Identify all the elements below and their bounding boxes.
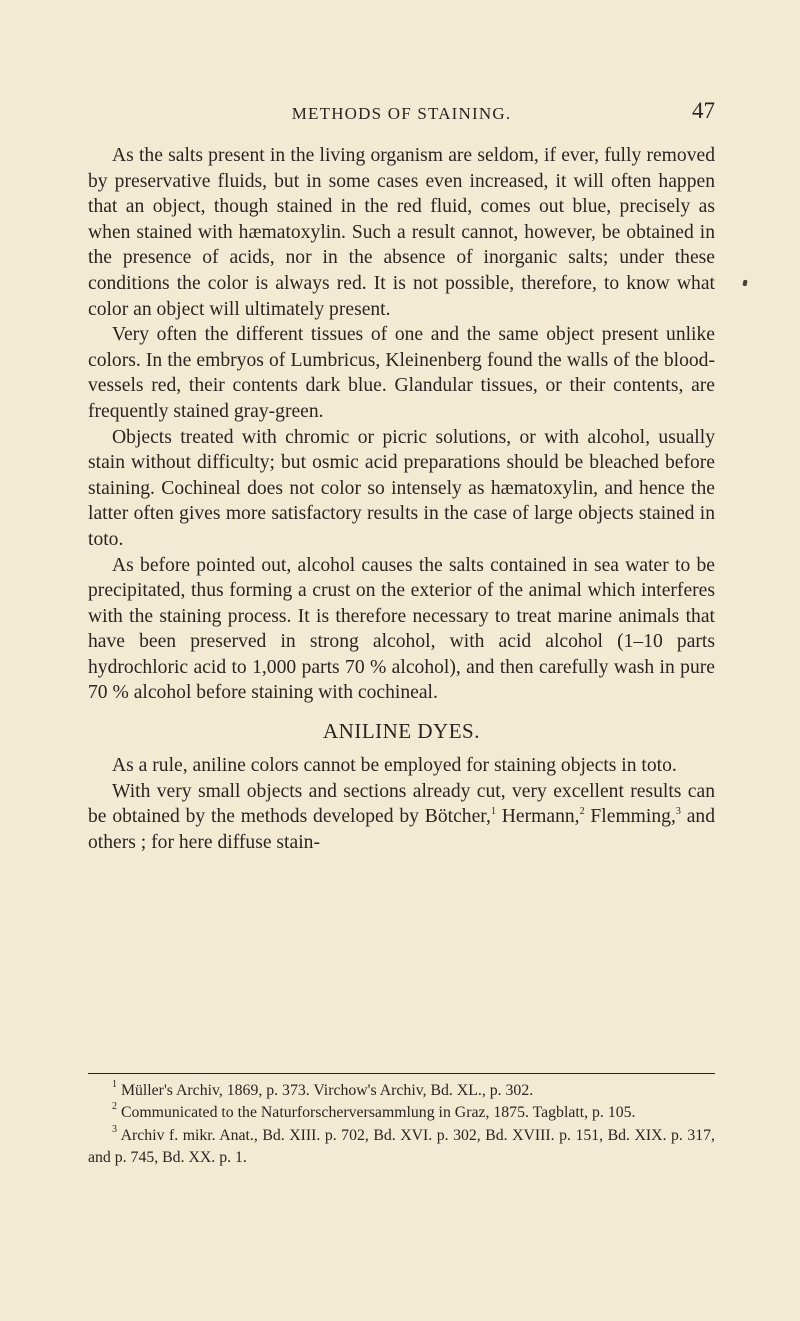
footnote-ref: 1 [490,806,496,818]
footnote-divider [88,1073,715,1074]
section-heading: ANILINE DYES. [323,719,480,744]
paragraph-aniline-rule: As a rule, aniline colors cannot be employed for staining objects in toto. [112,755,677,777]
footnote-text: Communicated to the Naturforscherversammlung in Graz, 1875. Tagblatt, p. 105. [117,1104,636,1122]
footnote-text: Müller's Archiv, 1869, p. 373. Virchow's Archiv, Bd. XL., p. 302. [117,1082,534,1099]
footnote-marker: 2 [112,1101,117,1113]
footnote-ref: 3 [675,806,681,818]
footnote-marker: 1 [112,1079,117,1090]
running-title: METHODS OF STAINING. [291,104,512,123]
footnote-marker: 3 [112,1123,117,1135]
running-head [88,98,715,128]
footnote [88,1125,715,1170]
footnote [88,1080,715,1102]
text-run: Hermann, [495,806,580,828]
text-run: Flemming, [584,806,676,828]
footnote-text: Archiv f. mikr. Anat., Bd. XIII. p. 702, Bd. XVI. p. 302, Bd. XVIII. p. 151, Bd. XIX. p. 317, and p. 745, Bd. XX. p. 1. [88,1126,715,1167]
paragraph-sea-water: As before pointed out, alcohol causes the salts contained in sea water to be precipitated, thus forming a crust on the exterior of the animal which interferes with the staining process. It is therefore necessary to treat marine animals that have been preserved in strong alcohol, with acid alcohol (1–10 parts hydrochloric acid to 1,000 parts 70 % alcohol), and then carefully wash in pure 70 % alcohol before staining with cochineal. [88,554,715,704]
text-run: and others ; for here diffuse stain- [88,806,715,853]
footnotes [88,1080,715,1170]
paragraph-aniline-methods [88,779,715,856]
paragraph-tissues: Very often the different tissues of one and the same object present unlike colors. In the embryos of Lumbricus, Kleinenberg found the walls of the blood-vessels red, their contents dark blue. Glandular tissues, or their contents, are frequently stained gray-green. [88,324,715,422]
footnote-ref: 2 [579,806,585,818]
paper-speck [742,280,747,287]
page-number: 47 [692,98,715,123]
footnote [88,1102,715,1124]
body-text [88,143,715,855]
paragraph-salts: As the salts present in the living organism are seldom, if ever, fully removed by preservative fluids, but in some cases even increased, it will often happen that an object, though stained in the red fluid, comes out blue, precisely as when stained with hæmatoxylin. Such a result cannot, however, be obtained in the presence of acids, nor in the absence of inorganic salts; under these conditions the color is always red. It is not possible, therefore, to know what color an object will ultimately present. [88,145,715,320]
paragraph-chromic: Objects treated with chromic or picric solutions, or with alcohol, usually stain without difficulty; but osmic acid preparations should be bleached before staining. Cochineal does not color so intensely as hæmatoxylin, and hence the latter often gives more satisfactory results in the case of large objects stained in toto. [88,426,715,550]
text-run: With very small objects and sections already cut, very excellent results can be obtained by the methods developed by Bötcher, [88,780,715,828]
